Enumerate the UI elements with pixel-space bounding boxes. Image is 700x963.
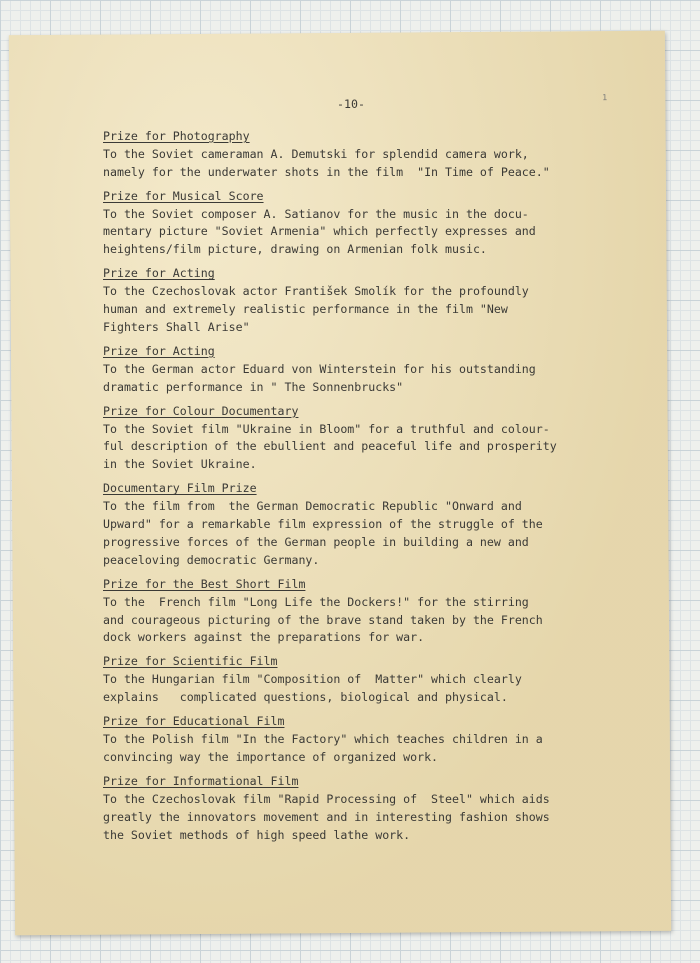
prize-text-line: ful description of the ebullient and peaceful life and prosperity	[103, 439, 557, 454]
prize-text-line: Fighters Shall Arise"	[103, 319, 250, 334]
prize-text-line: To the Czechoslovak film "Rapid Processing of Steel" which aids	[103, 791, 550, 806]
corner-mark: 1	[602, 93, 608, 103]
prize-heading: Prize for Photography	[103, 128, 250, 143]
prize-section	[103, 343, 603, 397]
prize-section	[103, 576, 603, 648]
prize-text-line: To the Soviet composer A. Satianov for the music in the docu-	[103, 206, 529, 221]
prize-text-line: namely for the underwater shots in the film "In Time of Peace."	[103, 164, 550, 179]
prize-heading: Prize for Educational Film	[103, 714, 285, 729]
prize-text-line: To the French film "Long Life the Dockers!" for the stirring	[103, 594, 529, 609]
prize-section	[103, 773, 603, 845]
prize-heading: Prize for Acting	[103, 343, 215, 358]
prize-text-line: Upward" for a remarkable film expression of the struggle of the	[103, 517, 543, 532]
prize-text-line: To the German actor Eduard von Winterstein for his outstanding	[103, 361, 536, 376]
prize-text-line: dramatic performance in " The Sonnenbrucks"	[103, 379, 404, 394]
prize-text-line: dock workers against the preparations for war.	[103, 630, 425, 645]
prize-text-line: To the Soviet film "Ukraine in Bloom" for a truthful and colour-	[103, 421, 550, 436]
prize-text-line: human and extremely realistic performance in the film "New	[103, 302, 508, 317]
prize-text-line: To the Czechoslovak actor František Smolík for the profoundly	[103, 284, 529, 299]
prize-section	[103, 713, 603, 767]
prize-text-line: To the Hungarian film "Composition of Matter" which clearly	[103, 672, 522, 687]
prize-text-line: progressive forces of the German people in building a new and	[103, 534, 529, 549]
prize-text-line: heightens/film picture, drawing on Armenian folk music.	[103, 242, 487, 257]
prize-heading: Prize for Musical Score	[103, 188, 264, 203]
prize-list	[103, 128, 603, 845]
prize-text-line: peaceloving democratic Germany.	[103, 552, 320, 567]
page-number: -10-	[337, 97, 365, 111]
document-body	[103, 96, 603, 850]
prize-text-line: and courageous picturing of the brave stand taken by the French	[103, 612, 543, 627]
prize-text-line: mentary picture "Soviet Armenia" which perfectly expresses and	[103, 224, 536, 239]
prize-text-line: To the Soviet cameraman A. Demutski for splendid camera work,	[103, 146, 529, 161]
prize-section	[103, 403, 603, 475]
prize-text-line: To the film from the German Democratic Republic "Onward and	[103, 499, 522, 514]
prize-section	[103, 188, 603, 260]
prize-heading: Documentary Film Prize	[103, 481, 257, 496]
prize-heading: Prize for Acting	[103, 266, 215, 281]
prize-heading: Prize for Colour Documentary	[103, 403, 299, 418]
prize-text-line: greatly the innovators movement and in interesting fashion shows	[103, 809, 550, 824]
prize-heading: Prize for the Best Short Film	[103, 576, 306, 591]
prize-section	[103, 265, 603, 337]
prize-section	[103, 480, 603, 570]
prize-heading: Prize for Scientific Film	[103, 654, 278, 669]
prize-section	[103, 128, 603, 182]
prize-text-line: convincing way the importance of organized work.	[103, 749, 439, 764]
prize-text-line: the Soviet methods of high speed lathe work.	[103, 827, 411, 842]
prize-heading: Prize for Informational Film	[103, 773, 299, 788]
prize-text-line: To the Polish film "In the Factory" which teaches children in a	[103, 732, 543, 746]
prize-text-line: in the Soviet Ukraine.	[103, 457, 257, 472]
prize-text-line: explains complicated questions, biological and physical.	[103, 690, 508, 705]
prize-section	[103, 653, 603, 707]
